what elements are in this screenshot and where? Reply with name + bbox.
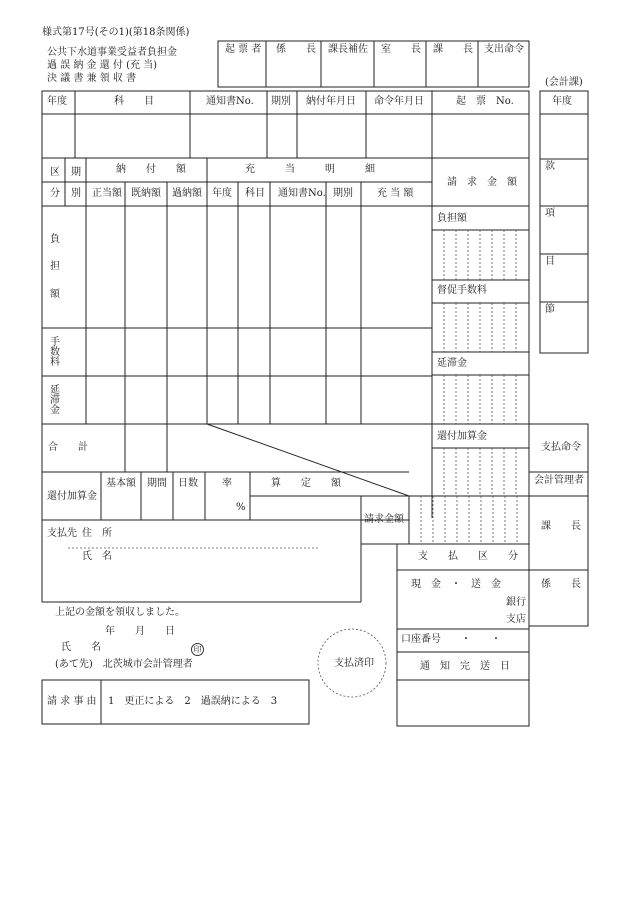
payee-label: 支払先 bbox=[47, 528, 77, 539]
col-correct-amount: 正当額 bbox=[92, 188, 122, 199]
refund-interest-label: 還付加算金 bbox=[47, 491, 97, 502]
kasan-claim-amount: 請求金額 bbox=[364, 514, 404, 525]
approval-section-head: 課 長 bbox=[433, 44, 473, 55]
row1-slip-no: 起 票 No. bbox=[456, 96, 514, 107]
reason-options: 1 更正による 2 過誤納による 3 bbox=[108, 696, 278, 707]
receipt-seal: 印 bbox=[191, 643, 204, 656]
row-late-2: 滞 bbox=[50, 395, 60, 406]
kasan-period: 期間 bbox=[147, 478, 167, 489]
budget-ko: 項 bbox=[545, 208, 555, 219]
claim-refund-interest: 還付加算金 bbox=[437, 431, 487, 442]
col-overpaid-amount: 過納額 bbox=[172, 188, 202, 199]
kasan-percent: % bbox=[236, 502, 246, 513]
receipt-text: 上記の金額を領収しました。 bbox=[55, 607, 185, 618]
receipt-name: 氏 名 bbox=[61, 642, 101, 653]
row-burden-1: 負 bbox=[50, 234, 60, 245]
col-allocated-amount: 充 当 額 bbox=[377, 188, 414, 199]
claim-reminder-fee: 督促手数料 bbox=[437, 285, 487, 296]
title-line-1: 公共下水道事業受益者負担金 bbox=[47, 47, 177, 58]
payee-name: 氏 名 bbox=[82, 551, 112, 562]
budget-kan: 款 bbox=[545, 161, 555, 172]
col-period: 期別 bbox=[333, 188, 353, 199]
col-payment-amount: 納 付 額 bbox=[116, 164, 186, 175]
row1-period: 期別 bbox=[271, 96, 291, 107]
approval-office-head: 室 長 bbox=[381, 44, 421, 55]
side-section-head: 課 長 bbox=[541, 521, 581, 532]
col-notice-no: 通知書No. bbox=[278, 188, 326, 199]
row-burden-2: 担 bbox=[50, 261, 60, 272]
payment-category: 支 払 区 分 bbox=[418, 551, 518, 562]
row-fee-2: 数 bbox=[50, 347, 60, 358]
col-claim-amount: 請 求 金 額 bbox=[447, 177, 517, 188]
claim-late-fee: 延滞金 bbox=[437, 358, 467, 369]
row-late-1: 延 bbox=[50, 385, 60, 396]
approval-assistant-manager: 課長補佐 bbox=[328, 44, 368, 55]
receipt-addressee: (あて先) 北茨城市会計管理者 bbox=[55, 659, 193, 670]
approval-drafter: 起 票 者 bbox=[225, 44, 262, 55]
row1-year: 年度 bbox=[47, 96, 67, 107]
payment-branch: 支店 bbox=[506, 614, 526, 625]
side-chief: 係 長 bbox=[541, 579, 581, 590]
approval-payment-order: 支出命令 bbox=[484, 44, 524, 55]
claim-burden: 負担額 bbox=[437, 213, 467, 224]
budget-year: 年度 bbox=[552, 96, 572, 107]
row-fee-1: 手 bbox=[50, 337, 60, 348]
col-year: 年度 bbox=[212, 188, 232, 199]
budget-moku: 目 bbox=[545, 256, 555, 267]
budget-setsu: 節 bbox=[545, 304, 555, 315]
form-number: 様式第17号(その1)(第18条関係) bbox=[42, 27, 190, 38]
col-paid-amount: 既納額 bbox=[131, 188, 161, 199]
title-line-3: 決 議 書 兼 領 収 書 bbox=[47, 73, 137, 84]
row-late-3: 金 bbox=[50, 405, 60, 416]
payment-bank: 銀行 bbox=[506, 597, 526, 608]
payment-notice-date: 通 知 完 送 日 bbox=[420, 661, 510, 672]
row1-order-date: 命令年月日 bbox=[374, 96, 424, 107]
col-account: 科目 bbox=[245, 188, 265, 199]
col-kibetsu-1: 期 bbox=[71, 167, 81, 178]
col-allocation-detail: 充 当 明 細 bbox=[245, 164, 375, 175]
row-total: 合 計 bbox=[48, 442, 88, 453]
kasan-days: 日数 bbox=[178, 478, 198, 489]
reason-label: 請 求 事 由 bbox=[47, 696, 97, 707]
side-payment-order: 支払命令 bbox=[541, 442, 581, 453]
row1-account: 科 目 bbox=[114, 96, 154, 107]
row-burden-3: 額 bbox=[50, 289, 60, 300]
payment-cash-transfer: 現 金 ・ 送 金 bbox=[411, 579, 501, 590]
title-line-2: 過 誤 納 金 還 付 (充 当) bbox=[47, 60, 158, 71]
payee-address: 住 所 bbox=[82, 528, 112, 539]
row1-payment-date: 納付年月日 bbox=[306, 96, 356, 107]
col-kubun-1: 区 bbox=[50, 167, 60, 178]
col-kubun-2: 分 bbox=[50, 188, 60, 199]
kasan-rate: 率 bbox=[222, 478, 232, 489]
receipt-date: 年 月 日 bbox=[105, 626, 175, 637]
payment-stamp: 支払済印 bbox=[334, 658, 374, 669]
kasan-calculated: 算 定 額 bbox=[271, 478, 341, 489]
payment-account-no: 口座番号 ・ ・ bbox=[401, 634, 501, 645]
row1-notice-no: 通知書No. bbox=[206, 96, 254, 107]
department-label: (会計課) bbox=[545, 77, 583, 88]
approval-chief: 係 長 bbox=[276, 44, 316, 55]
col-kibetsu-2: 別 bbox=[71, 188, 81, 199]
side-accounting-manager: 会計管理者 bbox=[534, 475, 584, 486]
row-fee-3: 料 bbox=[50, 357, 60, 368]
kasan-base-amount: 基本額 bbox=[106, 478, 136, 489]
